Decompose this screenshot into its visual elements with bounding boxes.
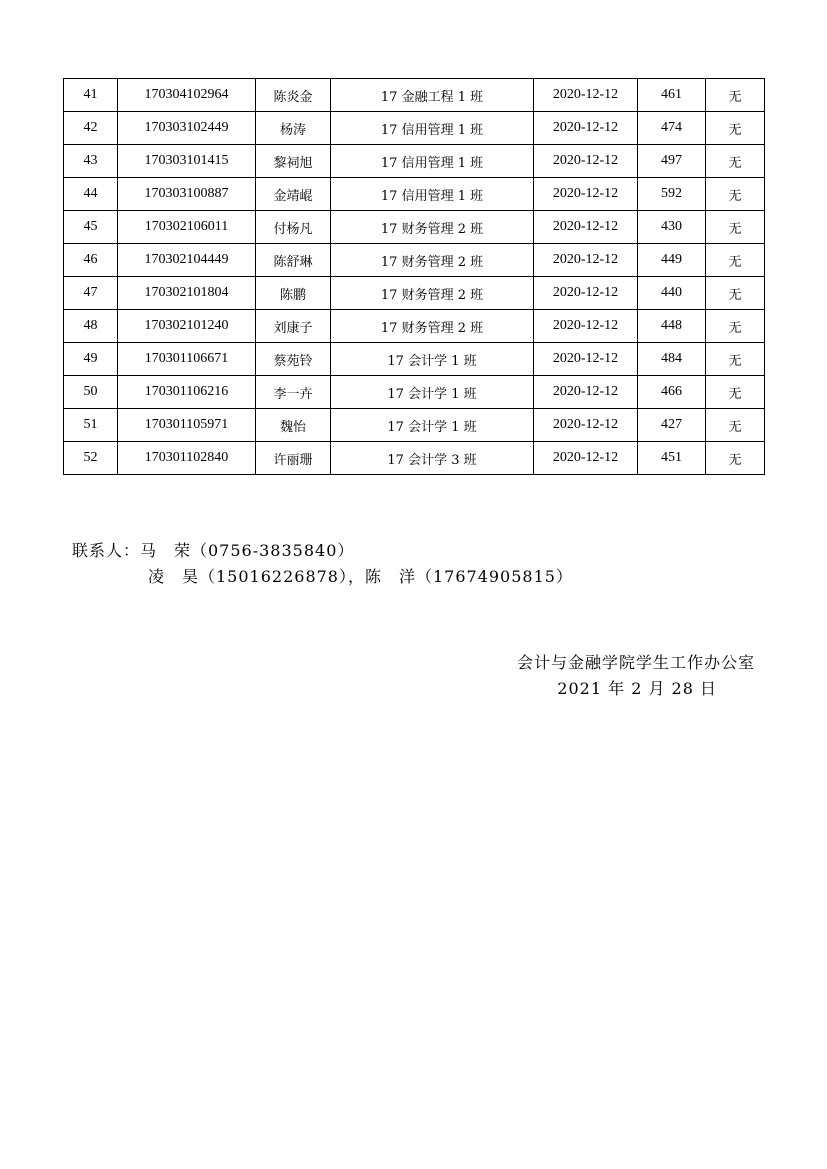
student-name: 陈鹏 <box>256 277 331 310</box>
score: 449 <box>638 244 706 277</box>
score: 466 <box>638 376 706 409</box>
signature-block <box>517 650 755 702</box>
contact-line-2: 凌 昊（15016226878），陈 洋（17674905815） <box>148 567 573 586</box>
exam-date: 2020-12-12 <box>534 178 638 211</box>
table-row <box>64 79 765 112</box>
student-id: 170301105971 <box>118 409 256 442</box>
row-number: 49 <box>64 343 118 376</box>
exam-date: 2020-12-12 <box>534 211 638 244</box>
student-id: 170301106671 <box>118 343 256 376</box>
note: 无 <box>706 178 765 211</box>
score: 592 <box>638 178 706 211</box>
row-number: 51 <box>64 409 118 442</box>
note: 无 <box>706 79 765 112</box>
row-number: 43 <box>64 145 118 178</box>
student-name: 刘康子 <box>256 310 331 343</box>
note: 无 <box>706 277 765 310</box>
score: 440 <box>638 277 706 310</box>
row-number: 50 <box>64 376 118 409</box>
exam-date: 2020-12-12 <box>534 442 638 475</box>
student-name: 杨涛 <box>256 112 331 145</box>
score: 451 <box>638 442 706 475</box>
table-body <box>64 79 765 475</box>
student-id: 170302101804 <box>118 277 256 310</box>
table-row <box>64 145 765 178</box>
note: 无 <box>706 343 765 376</box>
note: 无 <box>706 244 765 277</box>
exam-date: 2020-12-12 <box>534 409 638 442</box>
exam-date: 2020-12-12 <box>534 376 638 409</box>
row-number: 48 <box>64 310 118 343</box>
table-row <box>64 277 765 310</box>
row-number: 41 <box>64 79 118 112</box>
student-name: 许丽珊 <box>256 442 331 475</box>
exam-date: 2020-12-12 <box>534 343 638 376</box>
student-score-table <box>63 78 765 475</box>
score: 461 <box>638 79 706 112</box>
note: 无 <box>706 145 765 178</box>
class-name: 17 财务管理 2 班 <box>331 244 534 277</box>
student-name: 陈炎金 <box>256 79 331 112</box>
student-id: 170301106216 <box>118 376 256 409</box>
row-number: 44 <box>64 178 118 211</box>
student-id: 170302106011 <box>118 211 256 244</box>
student-id: 170302101240 <box>118 310 256 343</box>
table-row <box>64 211 765 244</box>
student-name: 陈舒琳 <box>256 244 331 277</box>
table-row <box>64 112 765 145</box>
note: 无 <box>706 112 765 145</box>
class-name: 17 会计学 1 班 <box>331 343 534 376</box>
contact-line-1: 联系人：马 荣（0756-3835840） <box>72 541 355 560</box>
student-name: 付杨凡 <box>256 211 331 244</box>
row-number: 52 <box>64 442 118 475</box>
table-row <box>64 376 765 409</box>
exam-date: 2020-12-12 <box>534 112 638 145</box>
issue-date: 2021 年 2 月 28 日 <box>557 679 717 698</box>
student-id: 170303100887 <box>118 178 256 211</box>
class-name: 17 信用管理 1 班 <box>331 112 534 145</box>
student-id: 170301102840 <box>118 442 256 475</box>
note: 无 <box>706 310 765 343</box>
class-name: 17 财务管理 2 班 <box>331 277 534 310</box>
class-name: 17 信用管理 1 班 <box>331 178 534 211</box>
exam-date: 2020-12-12 <box>534 145 638 178</box>
table-row <box>64 409 765 442</box>
note: 无 <box>706 442 765 475</box>
class-name: 17 会计学 1 班 <box>331 409 534 442</box>
class-name: 17 会计学 1 班 <box>331 376 534 409</box>
student-id: 170303102449 <box>118 112 256 145</box>
student-name: 金靖崐 <box>256 178 331 211</box>
class-name: 17 信用管理 1 班 <box>331 145 534 178</box>
score: 474 <box>638 112 706 145</box>
table-row <box>64 244 765 277</box>
row-number: 47 <box>64 277 118 310</box>
note: 无 <box>706 376 765 409</box>
score: 448 <box>638 310 706 343</box>
exam-date: 2020-12-12 <box>534 277 638 310</box>
table-row <box>64 442 765 475</box>
class-name: 17 金融工程 1 班 <box>331 79 534 112</box>
table-row <box>64 310 765 343</box>
exam-date: 2020-12-12 <box>534 244 638 277</box>
class-name: 17 会计学 3 班 <box>331 442 534 475</box>
row-number: 45 <box>64 211 118 244</box>
class-name: 17 财务管理 2 班 <box>331 211 534 244</box>
score: 484 <box>638 343 706 376</box>
score: 430 <box>638 211 706 244</box>
note: 无 <box>706 409 765 442</box>
note: 无 <box>706 211 765 244</box>
row-number: 42 <box>64 112 118 145</box>
issuing-office: 会计与金融学院学生工作办公室 <box>516 653 755 672</box>
table-row <box>64 178 765 211</box>
exam-date: 2020-12-12 <box>534 79 638 112</box>
score: 497 <box>638 145 706 178</box>
row-number: 46 <box>64 244 118 277</box>
contact-info <box>72 538 573 590</box>
score: 427 <box>638 409 706 442</box>
student-name: 黎祠旭 <box>256 145 331 178</box>
table-row <box>64 343 765 376</box>
student-name: 蔡苑铃 <box>256 343 331 376</box>
student-id: 170302104449 <box>118 244 256 277</box>
student-id: 170304102964 <box>118 79 256 112</box>
student-id: 170303101415 <box>118 145 256 178</box>
student-name: 李一卉 <box>256 376 331 409</box>
class-name: 17 财务管理 2 班 <box>331 310 534 343</box>
exam-date: 2020-12-12 <box>534 310 638 343</box>
student-name: 魏怡 <box>256 409 331 442</box>
